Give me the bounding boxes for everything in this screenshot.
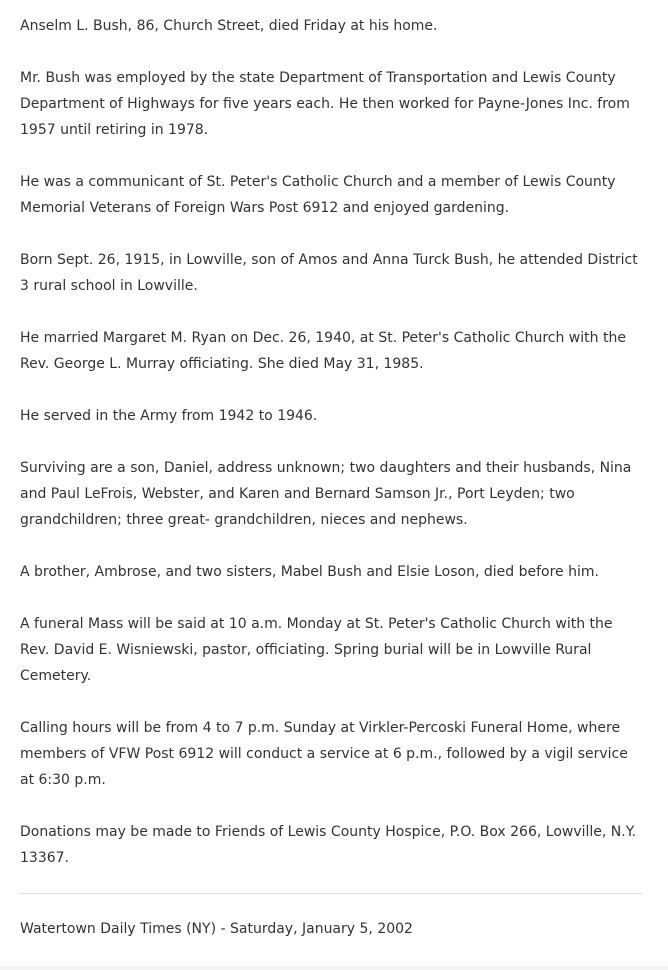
source-citation: Watertown Daily Times (NY) - Saturday, January 5, 2002 xyxy=(20,921,413,937)
paragraph-death-notice: Anselm L. Bush, 86, Church Street, died Friday at his home. xyxy=(20,18,438,34)
paragraph-survivors: Surviving are a son, Daniel, address unknown; two daughters and their husbands, Nina and Paul LeFrois, Webster, and Karen and Bernard Samson Jr., Port Leyden; two grandchildren; three great- grandchildren, nieces and nephews. xyxy=(20,460,632,528)
paragraph-calling-hours: Calling hours will be from 4 to 7 p.m. Sunday at Virkler-Percoski Funeral Home, where members of VFW Post 6912 will conduct a service at 6 p.m., followed by a vigil service at 6:30 p.m. xyxy=(20,720,628,788)
source-divider xyxy=(20,893,642,894)
paragraph-birth: Born Sept. 26, 1915, in Lowville, son of Amos and Anna Turck Bush, he attended District 3 rural school in Lowville. xyxy=(20,252,638,294)
paragraph-funeral-mass: A funeral Mass will be said at 10 a.m. Monday at St. Peter's Catholic Church with the Rev. David E. Wisniewski, pastor, officiating. Spring burial will be in Lowville Rural Cemetery. xyxy=(20,616,613,684)
paragraph-marriage: He married Margaret M. Ryan on Dec. 26, 1940, at St. Peter's Catholic Church with the Rev. George L. Murray officiating. She died May 31, 1985. xyxy=(20,330,626,372)
paragraph-employment: Mr. Bush was employed by the state Department of Transportation and Lewis County Department of Highways for five years each. He then worked for Payne-Jones Inc. from 1957 until retiring in 1978. xyxy=(20,70,630,138)
bottom-edge-strip xyxy=(0,966,668,970)
paragraph-donations: Donations may be made to Friends of Lewis County Hospice, P.O. Box 266, Lowville, N.Y. 13367. xyxy=(20,824,636,866)
paragraph-predeceased: A brother, Ambrose, and two sisters, Mabel Bush and Elsie Loson, died before him. xyxy=(20,564,599,580)
paragraph-memberships: He was a communicant of St. Peter's Catholic Church and a member of Lewis County Memorial Veterans of Foreign Wars Post 6912 and enjoyed gardening. xyxy=(20,174,616,216)
paragraph-military-service: He served in the Army from 1942 to 1946. xyxy=(20,408,318,424)
